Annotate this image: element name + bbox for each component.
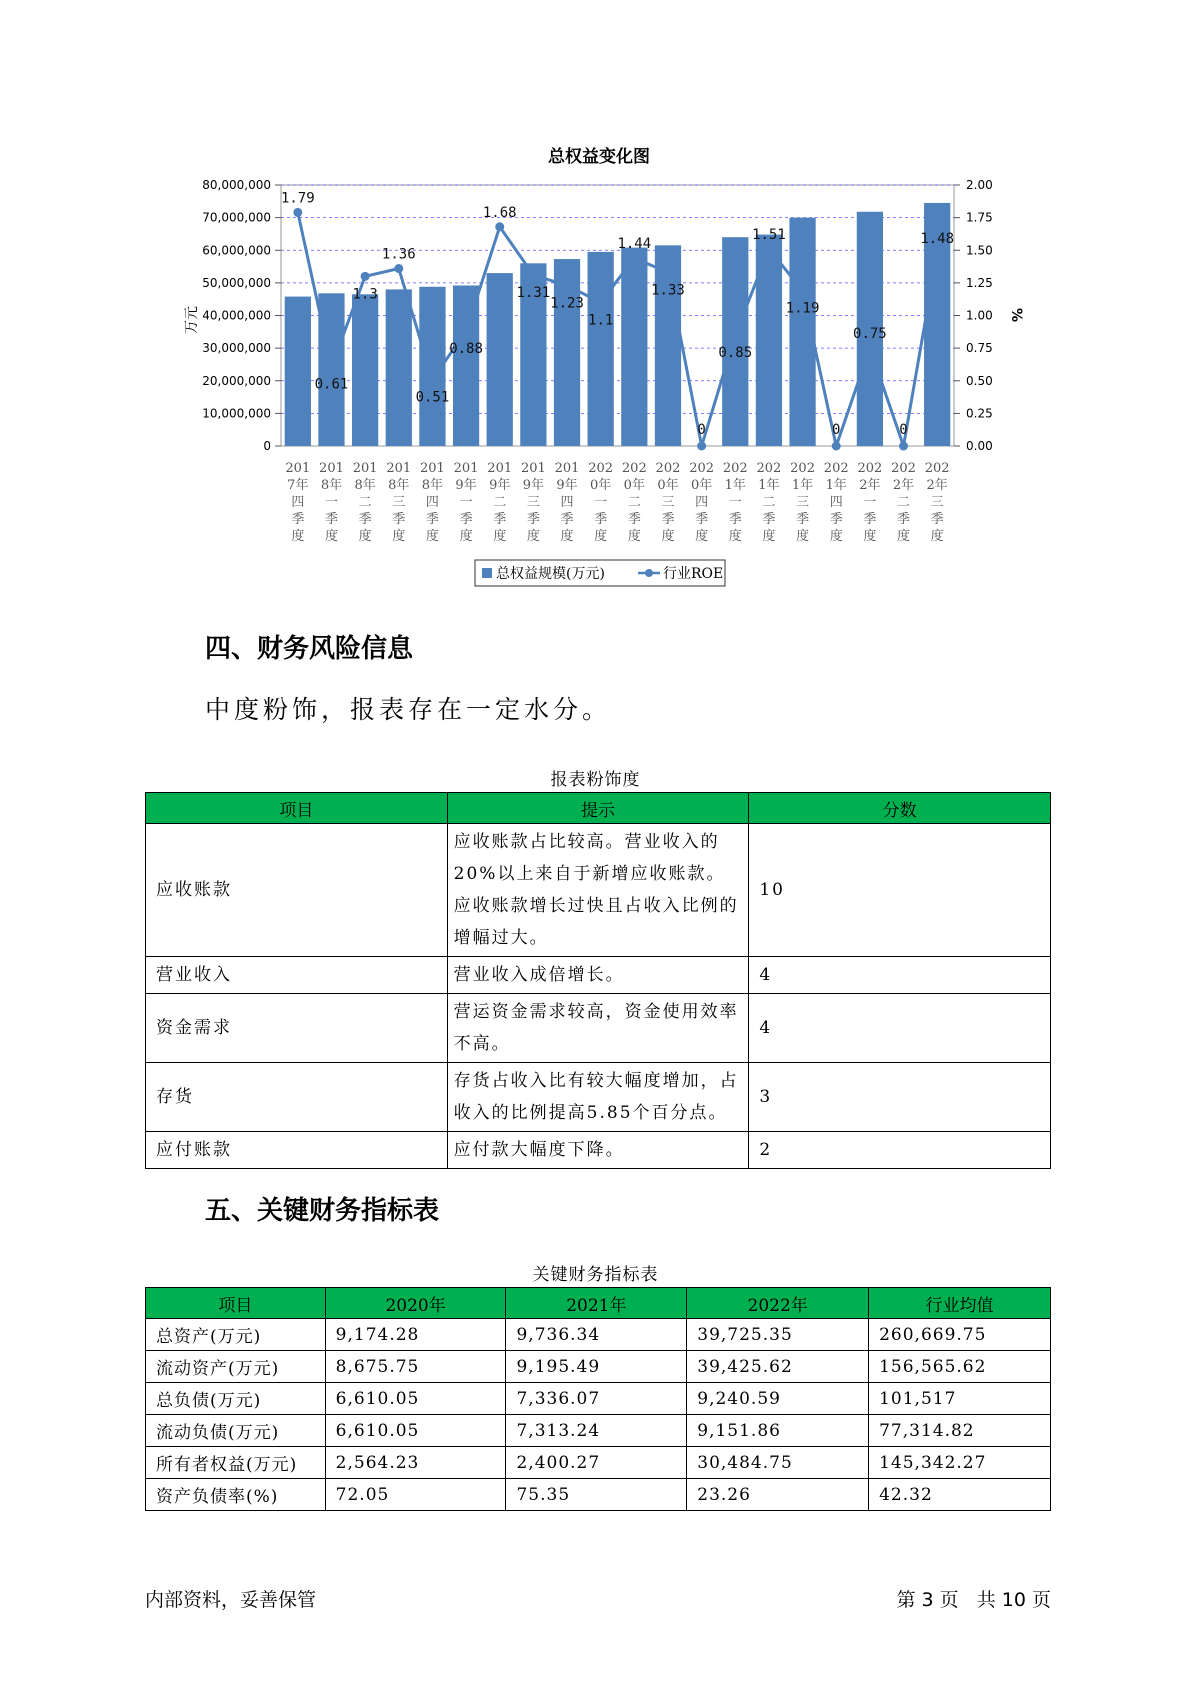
table-row bbox=[146, 824, 1051, 957]
section5-heading: 五、关键财务指标表 bbox=[205, 1196, 440, 1226]
equity-chart bbox=[170, 130, 1040, 590]
kpi-header-2021: 2021年 bbox=[506, 1288, 687, 1319]
kpi-value-2021: 2,400.27 bbox=[506, 1447, 687, 1479]
y-tick-label: 0 bbox=[263, 439, 271, 453]
kpi-value-industry: 101,517 bbox=[869, 1383, 1051, 1415]
roe-point bbox=[563, 281, 572, 290]
roe-point bbox=[428, 375, 437, 384]
risk-hint: 应付款大幅度下降。 bbox=[447, 1132, 749, 1169]
kpi-header-item: 项目 bbox=[146, 1288, 326, 1319]
x-tick-label: 202 2年一季度 bbox=[857, 461, 883, 544]
table-row bbox=[146, 1415, 1051, 1447]
kpi-header-industry-avg: 行业均值 bbox=[869, 1288, 1051, 1319]
roe-data-label: 0 bbox=[899, 422, 908, 438]
kpi-value-industry: 42.32 bbox=[869, 1479, 1051, 1511]
kpi-value-2020: 6,610.05 bbox=[325, 1383, 506, 1415]
kpi-table-header bbox=[146, 1288, 1051, 1319]
roe-data-label: 0.85 bbox=[718, 345, 753, 362]
roe-point bbox=[899, 442, 908, 451]
roe-data-label: 1.3 bbox=[352, 286, 378, 303]
legend bbox=[475, 560, 725, 586]
x-tick-label: 202 0年四季度 bbox=[689, 461, 715, 544]
kpi-value-2022: 39,425.62 bbox=[687, 1351, 869, 1383]
x-tick-label: 201 9年一季度 bbox=[453, 461, 479, 544]
risk-table-caption: 报表粉饰度 bbox=[550, 770, 641, 790]
risk-item: 营业收入 bbox=[146, 957, 448, 994]
equity-bar bbox=[756, 235, 782, 446]
x-tick-label: 202 1年四季度 bbox=[823, 461, 849, 544]
section4-text: 中度粉饰，报表存在一定水分。 bbox=[205, 695, 612, 724]
kpi-value-2021: 7,336.07 bbox=[506, 1383, 687, 1415]
equity-bar bbox=[386, 289, 412, 446]
roe-data-label: 1.23 bbox=[550, 295, 584, 312]
risk-table-header bbox=[146, 793, 1051, 824]
kpi-item: 流动资产(万元) bbox=[146, 1351, 326, 1383]
risk-header-score: 分数 bbox=[749, 793, 1051, 824]
y2-tick-label: 1.25 bbox=[966, 275, 993, 290]
kpi-header-2022: 2022年 bbox=[687, 1288, 869, 1319]
x-tick-label: 202 2年二季度 bbox=[891, 461, 916, 544]
risk-header-hint: 提示 bbox=[447, 793, 749, 824]
kpi-value-2022: 39,725.35 bbox=[687, 1319, 869, 1351]
x-tick-label: 201 9年四季度 bbox=[554, 461, 580, 544]
y2-tick-label: 1.00 bbox=[966, 308, 993, 323]
kpi-value-2021: 75.35 bbox=[506, 1479, 687, 1511]
roe-data-label: 1.19 bbox=[785, 300, 820, 317]
table-row bbox=[146, 1319, 1051, 1351]
equity-bar bbox=[352, 294, 378, 446]
x-tick-label: 201 9年三季度 bbox=[520, 461, 546, 544]
y-tick-label: 10,000,000 bbox=[202, 406, 271, 421]
x-tick-label: 202 0年三季度 bbox=[655, 461, 681, 544]
y-tick-label: 20,000,000 bbox=[202, 373, 271, 388]
risk-hint: 应收账款占比较高。营业收入的20%以上来自于新增应收账款。应收账款增长过快且占收入比例的增幅过大。 bbox=[447, 824, 749, 957]
chart-title: 总权益变化图 bbox=[548, 147, 650, 167]
kpi-value-2022: 30,484.75 bbox=[687, 1447, 869, 1479]
x-tick-label: 201 8年一季度 bbox=[319, 461, 344, 544]
risk-score: 2 bbox=[749, 1132, 1051, 1169]
table-row bbox=[146, 1063, 1051, 1132]
risk-table bbox=[145, 792, 1051, 1169]
roe-point bbox=[832, 442, 841, 451]
x-tick-label: 202 2年三季度 bbox=[924, 461, 950, 544]
roe-point bbox=[495, 222, 504, 231]
kpi-item: 流动负债(万元) bbox=[146, 1415, 326, 1447]
roe-data-label: 1.48 bbox=[920, 230, 955, 247]
x-tick-label: 201 8年四季度 bbox=[420, 461, 445, 544]
risk-hint: 存货占收入比有较大幅度增加，占收入的比例提高5.85个百分点。 bbox=[447, 1063, 749, 1132]
risk-header-item: 项目 bbox=[146, 793, 448, 824]
roe-data-label: 0 bbox=[832, 422, 841, 438]
y2-tick-label: 0.50 bbox=[966, 373, 993, 388]
roe-data-label: 0.88 bbox=[449, 341, 483, 358]
kpi-value-2022: 9,151.86 bbox=[687, 1415, 869, 1447]
legend-line-marker bbox=[645, 569, 653, 577]
kpi-value-2021: 9,736.34 bbox=[506, 1319, 687, 1351]
kpi-value-2020: 6,610.05 bbox=[325, 1415, 506, 1447]
y-tick-label: 80,000,000 bbox=[202, 178, 271, 192]
roe-point bbox=[933, 248, 942, 257]
kpi-value-2022: 9,240.59 bbox=[687, 1383, 869, 1415]
kpi-value-2021: 9,195.49 bbox=[506, 1351, 687, 1383]
kpi-item: 资产负债率(%) bbox=[146, 1479, 326, 1511]
x-tick-label: 202 0年一季度 bbox=[588, 461, 614, 544]
roe-point bbox=[327, 362, 336, 371]
equity-bar bbox=[285, 297, 311, 446]
x-tick-label: 202 1年一季度 bbox=[722, 461, 748, 544]
kpi-value-2021: 7,313.24 bbox=[506, 1415, 687, 1447]
y-tick-label: 50,000,000 bbox=[202, 275, 271, 290]
y-tick-label: 60,000,000 bbox=[202, 243, 271, 258]
x-axis-labels bbox=[285, 461, 949, 544]
roe-point bbox=[394, 264, 403, 273]
x-tick-label: 202 1年二季度 bbox=[756, 461, 782, 544]
x-tick-label: 202 1年三季度 bbox=[790, 461, 815, 544]
equity-bar bbox=[722, 237, 748, 446]
footer-confidential-note: 内部资料，妥善保管 bbox=[145, 1589, 317, 1611]
section4-heading: 四、财务风险信息 bbox=[205, 634, 414, 664]
y-tick-label: 70,000,000 bbox=[202, 210, 271, 225]
risk-item: 存货 bbox=[146, 1063, 448, 1132]
roe-data-label: 0.61 bbox=[314, 376, 349, 393]
kpi-value-industry: 260,669.75 bbox=[869, 1319, 1051, 1351]
roe-data-label: 0 bbox=[697, 422, 706, 438]
table-row bbox=[146, 1383, 1051, 1415]
x-tick-label: 202 0年二季度 bbox=[621, 461, 647, 544]
roe-point bbox=[697, 442, 706, 451]
kpi-value-2020: 72.05 bbox=[325, 1479, 506, 1511]
risk-hint: 营业收入成倍增长。 bbox=[447, 957, 749, 994]
y-tick-label: 40,000,000 bbox=[202, 308, 271, 323]
risk-item: 应收账款 bbox=[146, 824, 448, 957]
y-axis-label: 万元 bbox=[184, 306, 200, 334]
y2-tick-label: 1.50 bbox=[966, 243, 993, 258]
x-tick-label: 201 9年二季度 bbox=[487, 461, 513, 544]
table-row bbox=[146, 957, 1051, 994]
table-row bbox=[146, 1132, 1051, 1169]
kpi-item: 总负债(万元) bbox=[146, 1383, 326, 1415]
y2-axis-label: % bbox=[1008, 307, 1024, 323]
legend-bar-swatch bbox=[482, 568, 492, 578]
risk-item: 应付账款 bbox=[146, 1132, 448, 1169]
kpi-value-2020: 2,564.23 bbox=[325, 1447, 506, 1479]
roe-point bbox=[462, 327, 471, 336]
table-row bbox=[146, 1479, 1051, 1511]
y2-tick-label: 1.75 bbox=[966, 210, 993, 225]
roe-point bbox=[798, 286, 807, 295]
kpi-header-2020: 2020年 bbox=[325, 1288, 506, 1319]
y2-tick-label: 0.00 bbox=[966, 439, 993, 453]
kpi-value-2022: 23.26 bbox=[687, 1479, 869, 1511]
risk-score: 4 bbox=[749, 994, 1051, 1063]
roe-point bbox=[731, 331, 740, 340]
roe-point bbox=[361, 272, 370, 281]
equity-bar bbox=[487, 273, 513, 446]
roe-data-label: 1.33 bbox=[651, 282, 685, 299]
table-row bbox=[146, 994, 1051, 1063]
roe-data-label: 1.51 bbox=[752, 226, 786, 243]
risk-item: 资金需求 bbox=[146, 994, 448, 1063]
table-row bbox=[146, 1351, 1051, 1383]
y2-axis-ticks bbox=[954, 178, 993, 453]
risk-score: 4 bbox=[749, 957, 1051, 994]
roe-data-label: 1.68 bbox=[482, 204, 517, 221]
equity-bar bbox=[588, 252, 614, 446]
y-axis-ticks bbox=[202, 178, 281, 453]
y2-tick-label: 0.75 bbox=[966, 341, 993, 356]
roe-data-label: 1.79 bbox=[280, 190, 315, 207]
y2-tick-label: 0.25 bbox=[966, 406, 993, 421]
y2-tick-label: 2.00 bbox=[966, 178, 993, 192]
roe-point bbox=[293, 208, 302, 217]
roe-point bbox=[764, 244, 773, 253]
kpi-value-2020: 9,174.28 bbox=[325, 1319, 506, 1351]
roe-point bbox=[529, 271, 538, 280]
roe-data-label: 1.31 bbox=[516, 285, 551, 302]
roe-data-label: 0.51 bbox=[415, 389, 450, 406]
roe-data-label: 1.44 bbox=[617, 236, 652, 253]
roe-point bbox=[596, 298, 605, 307]
legend-line-label: 行业ROE bbox=[663, 566, 724, 582]
roe-point bbox=[663, 268, 672, 277]
x-tick-label: 201 7年四季度 bbox=[285, 461, 311, 544]
roe-data-label: 0.75 bbox=[853, 326, 887, 343]
roe-point bbox=[630, 254, 639, 263]
roe-data-label: 1.1 bbox=[588, 312, 614, 329]
legend-bar-label: 总权益规模(万元) bbox=[496, 566, 605, 582]
roe-point bbox=[865, 344, 874, 353]
kpi-item: 总资产(万元) bbox=[146, 1319, 326, 1351]
kpi-table-caption: 关键财务指标表 bbox=[532, 1265, 659, 1285]
risk-hint: 营运资金需求较高，资金使用效率不高。 bbox=[447, 994, 749, 1063]
roe-data-label: 1.36 bbox=[381, 246, 416, 263]
kpi-item: 所有者权益(万元) bbox=[146, 1447, 326, 1479]
x-tick-label: 201 8年二季度 bbox=[352, 461, 378, 544]
kpi-value-industry: 77,314.82 bbox=[869, 1415, 1051, 1447]
kpi-table bbox=[145, 1287, 1051, 1511]
footer-page-number: 第 3 页 共 10 页 bbox=[896, 1589, 1051, 1611]
y-tick-label: 30,000,000 bbox=[202, 341, 271, 356]
equity-bar bbox=[621, 248, 647, 446]
x-tick-label: 201 8年三季度 bbox=[386, 461, 412, 544]
risk-score: 3 bbox=[749, 1063, 1051, 1132]
table-row bbox=[146, 1447, 1051, 1479]
risk-score: 10 bbox=[749, 824, 1051, 957]
equity-bar bbox=[453, 285, 479, 446]
kpi-value-industry: 156,565.62 bbox=[869, 1351, 1051, 1383]
kpi-value-2020: 8,675.75 bbox=[325, 1351, 506, 1383]
kpi-value-industry: 145,342.27 bbox=[869, 1447, 1051, 1479]
